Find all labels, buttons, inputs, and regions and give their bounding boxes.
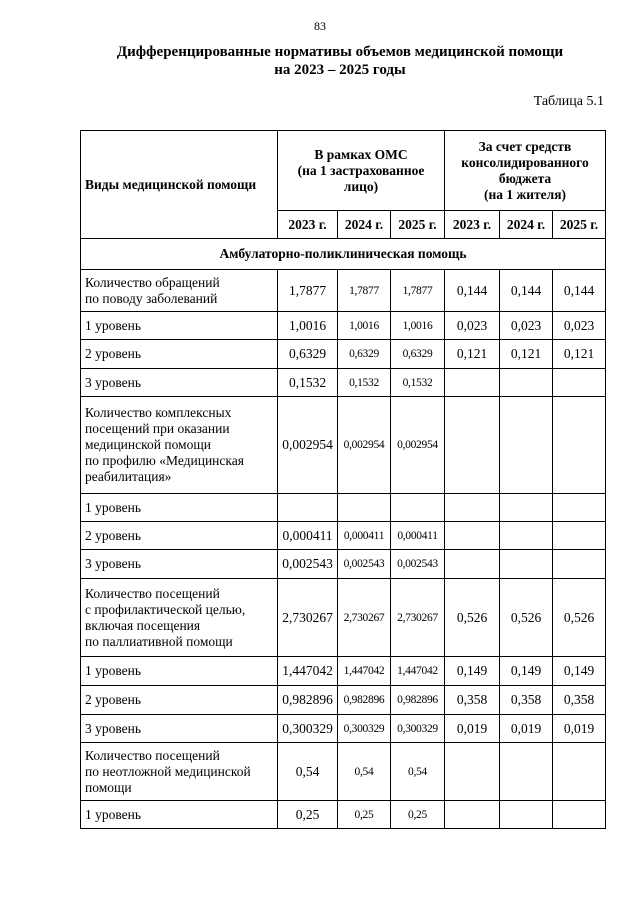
year-oms-2025: 2025 г. [391,211,445,239]
table-row [81,369,606,397]
row-label [81,579,278,657]
value-cell: 0,149 [553,657,606,686]
row-label-line: по неотложной медицинской [85,763,251,779]
row-label-line: 2 уровень [85,527,142,543]
value-cell: 2,730267 [338,579,391,657]
value-cell: 0,121 [445,340,500,369]
header-budget [445,131,606,211]
row-label-line: 1 уровень [85,806,142,822]
value-cell: 1,7877 [338,270,391,312]
value-cell: 0,526 [500,579,553,657]
value-cell [445,369,500,397]
row-label [81,369,278,397]
header-budget-line-3: бюджета [498,170,552,186]
value-cell: 0,25 [338,801,391,829]
row-label [81,743,278,801]
value-cell: 2,730267 [278,579,338,657]
value-cell: 0,002543 [278,550,338,579]
value-cell: 0,6329 [278,340,338,369]
value-cell: 0,023 [445,312,500,340]
value-cell: 0,144 [553,270,606,312]
value-cell: 0,1532 [338,369,391,397]
value-cell: 0,144 [445,270,500,312]
document-title [60,43,620,79]
page-number: 83 [314,19,326,33]
value-cell: 1,7877 [391,270,445,312]
value-cell: 0,002954 [278,397,338,494]
value-cell: 0,300329 [278,715,338,743]
value-cell: 0,300329 [338,715,391,743]
table-row [81,270,606,312]
value-cell: 0,002543 [338,550,391,579]
row-label-line: 2 уровень [85,346,142,361]
value-cell: 0,54 [338,743,391,801]
value-cell: 0,300329 [391,715,445,743]
value-cell: 0,019 [553,715,606,743]
row-label [81,686,278,715]
value-cell [553,550,606,579]
value-cell: 0,002954 [338,397,391,494]
row-label [81,312,278,340]
row-label [81,340,278,369]
row-label [81,550,278,579]
row-label-line: посещений при оказании [85,421,230,436]
table-row [81,686,606,715]
value-cell [553,801,606,829]
table-row [81,743,606,801]
value-cell: 0,982896 [278,686,338,715]
value-cell [391,494,445,522]
row-label-line: 2 уровень [85,692,142,707]
value-cell: 0,002543 [391,550,445,579]
value-cell: 0,358 [445,686,500,715]
table-row [81,312,606,340]
document-title-line-2: на 2023 – 2025 годы [274,62,406,78]
value-cell [278,494,338,522]
value-cell: 0,358 [500,686,553,715]
value-cell: 0,6329 [391,340,445,369]
header-oms-line-2: (на 1 застрахованное [297,162,425,178]
table-row [81,550,606,579]
value-cell: 0,144 [500,270,553,312]
year-oms-2024: 2024 г. [338,211,391,239]
row-label [81,657,278,686]
table-row [81,397,606,494]
value-cell [553,743,606,801]
row-label-line: по паллиативной помощи [85,633,233,649]
year-budget-2023: 2023 г. [445,211,500,239]
row-label [81,494,278,522]
row-label-line: включая посещения [85,617,201,633]
table-row [81,494,606,522]
table-row [81,715,606,743]
row-label-line: реабилитация» [85,469,172,484]
row-label-line: помощи [85,779,132,795]
value-cell: 0,149 [500,657,553,686]
value-cell [500,369,553,397]
table-row [81,657,606,686]
table-row [81,340,606,369]
value-cell: 1,0016 [391,312,445,340]
value-cell: 0,121 [553,340,606,369]
value-cell: 0,982896 [391,686,445,715]
row-label [81,270,278,312]
norms-table [80,130,606,829]
value-cell: 0,25 [278,801,338,829]
row-label-line: с профилактической целью, [85,601,246,617]
value-cell: 0,019 [500,715,553,743]
value-cell [445,494,500,522]
value-cell: 0,002954 [391,397,445,494]
row-label [81,801,278,829]
value-cell [445,397,500,494]
row-label-line: медицинской помощи [85,437,211,452]
row-label-line: 3 уровень [85,556,142,571]
value-cell: 0,982896 [338,686,391,715]
year-oms-2023: 2023 г. [278,211,338,239]
value-cell [553,369,606,397]
row-label-line: 3 уровень [85,374,142,390]
value-cell [500,522,553,550]
value-cell: 0,526 [553,579,606,657]
header-budget-line-4: (на 1 жителя) [483,186,567,202]
value-cell: 0,25 [391,801,445,829]
value-cell: 0,019 [445,715,500,743]
value-cell: 1,0016 [338,312,391,340]
section-row [81,239,606,270]
value-cell [445,550,500,579]
row-label-line: Количество обращений [85,274,220,290]
value-cell [445,801,500,829]
row-label-line: по поводу заболеваний [85,290,218,306]
row-label-line: 1 уровень [85,499,142,515]
table-row [81,579,606,657]
document-title-line-1: Дифференцированные нормативы объемов медицинской помощи [116,44,564,60]
row-label-line: 1 уровень [85,663,142,678]
value-cell [338,494,391,522]
table-row [81,801,606,829]
section-title: Амбулаторно-поликлиническая помощь [81,239,606,270]
value-cell [500,397,553,494]
value-cell [500,550,553,579]
value-cell: 0,1532 [391,369,445,397]
row-label [81,522,278,550]
row-label [81,397,278,494]
value-cell [500,743,553,801]
value-cell: 2,730267 [391,579,445,657]
value-cell: 0,000411 [278,522,338,550]
value-cell: 0,358 [553,686,606,715]
value-cell: 1,447042 [338,657,391,686]
row-label-line: 1 уровень [85,317,142,333]
value-cell: 0,023 [500,312,553,340]
value-cell [500,801,553,829]
header-types: Виды медицинской помощи [81,131,278,239]
value-cell: 1,0016 [278,312,338,340]
value-cell: 0,000411 [391,522,445,550]
row-label-line: по профилю «Медицинская [85,453,244,468]
value-cell: 0,54 [391,743,445,801]
header-row [81,131,606,211]
row-label-line: Количество посещений [85,747,220,763]
value-cell: 1,447042 [391,657,445,686]
value-cell: 0,6329 [338,340,391,369]
year-budget-2024: 2024 г. [500,211,553,239]
header-oms-line-1: В рамках ОМС [314,146,408,162]
value-cell: 1,7877 [278,270,338,312]
row-label-line: Количество посещений [85,585,220,601]
row-label-line: 3 уровень [85,720,142,736]
header-oms [278,131,445,211]
row-label-line: Количество комплексных [85,405,232,420]
table-row [81,522,606,550]
value-cell: 0,526 [445,579,500,657]
value-cell: 0,54 [278,743,338,801]
value-cell: 1,447042 [278,657,338,686]
value-cell [445,522,500,550]
header-budget-line-1: За счет средств [478,138,572,154]
value-cell: 0,1532 [278,369,338,397]
value-cell [553,494,606,522]
value-cell [553,397,606,494]
value-cell [445,743,500,801]
value-cell [553,522,606,550]
header-oms-line-3: лицо) [343,178,379,194]
year-budget-2025: 2025 г. [553,211,606,239]
row-label [81,715,278,743]
value-cell: 0,121 [500,340,553,369]
value-cell [500,494,553,522]
value-cell: 0,149 [445,657,500,686]
header-budget-line-2: консолидированного [461,154,589,170]
value-cell: 0,000411 [338,522,391,550]
value-cell: 0,023 [553,312,606,340]
table-caption: Таблица 5.1 [533,94,604,109]
